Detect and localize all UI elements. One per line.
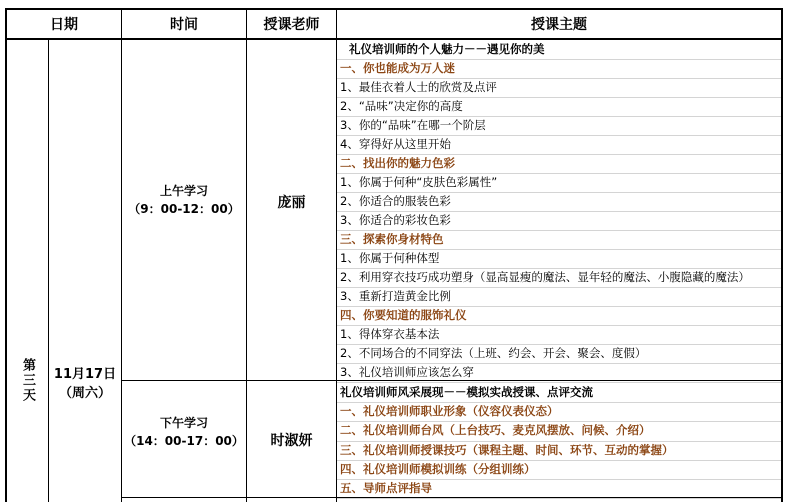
topic-row: 一、你也能成为万人迷 (340, 61, 455, 75)
day-date (49, 360, 121, 404)
topic-row: 一、礼仪培训师职业形象（仪容仪表仪态） (340, 404, 559, 419)
afternoon-time (122, 412, 246, 452)
header-topic: 授课主题 (531, 17, 587, 33)
header-time: 时间 (170, 17, 198, 33)
topic-row: 五、导师点评指导 (340, 481, 432, 495)
topic-row: 2、利用穿衣技巧成功塑身（显高显瘦的魔法、显年轻的魔法、小腹隐藏的魔法） (340, 270, 750, 284)
morning-label: 上午学习 (159, 184, 208, 198)
row-gridline (337, 498, 781, 499)
topic-row: 3、你适合的彩妆色彩 (340, 213, 451, 227)
day-label-text: 第三天 (20, 357, 35, 403)
header-teacher: 授课老师 (263, 17, 320, 33)
topic-row: 三、礼仪培训师授课技巧（课程主题、时间、环节、互动的掌握） (340, 442, 674, 457)
topic-row: 礼仪培训师的个人魅力－－遇见你的美 (349, 42, 545, 56)
topic-row: 三、探索你身材特色 (340, 232, 444, 246)
day-weekday-text: （周六） (58, 386, 111, 401)
topic-row: 1、你属于何种“皮肤色彩属性” (340, 175, 498, 189)
topic-row: 2、你适合的服装色彩 (340, 194, 451, 208)
afternoon-time-range: （14：00-17：00） (124, 434, 244, 448)
topic-row: 1、得体穿衣基本法 (340, 327, 440, 341)
day-label (7, 340, 48, 420)
topic-row: 3、礼仪培训师应该怎么穿 (340, 365, 474, 379)
topic-row: 3、重新打造黄金比例 (340, 289, 451, 303)
morning-time (122, 180, 246, 220)
topic-row: 1、你属于何种体型 (340, 251, 440, 265)
col-divider-1 (48, 38, 49, 502)
topic-row: 二、礼仪培训师台风（上台技巧、麦克风摆放、问候、介绍） (340, 423, 651, 438)
header-date: 日期 (50, 17, 78, 33)
afternoon-label: 下午学习 (159, 416, 208, 430)
morning-teacher: 庞丽 (277, 195, 306, 211)
topic-row: 二、找出你的魅力色彩 (340, 156, 455, 170)
morning-time-range: （9：00-12：00） (128, 202, 240, 216)
topic-row: 四、你要知道的服饰礼仪 (340, 308, 467, 322)
topic-row: 2、不同场合的不同穿法（上班、约会、开会、聚会、度假） (340, 346, 647, 360)
day-date-text: 11月17日 (53, 367, 117, 382)
topic-row: 4、穿得好从这里开始 (340, 137, 451, 151)
topic-row: 四、礼仪培训师模拟训练（分组训练） (340, 461, 536, 476)
topic-row: 1、最佳衣着人士的欣赏及点评 (340, 80, 497, 94)
left-border (5, 8, 7, 502)
col-divider-4 (336, 8, 337, 502)
right-border (781, 8, 783, 502)
afternoon-teacher: 时淑妍 (270, 433, 313, 449)
topic-row: 礼仪培训师风采展现－－模拟实战授课、点评交流 (340, 385, 593, 399)
topic-row: 3、你的“品味”在哪一个阶层 (340, 118, 486, 132)
topic-row: 2、“品味”决定你的高度 (340, 99, 463, 113)
